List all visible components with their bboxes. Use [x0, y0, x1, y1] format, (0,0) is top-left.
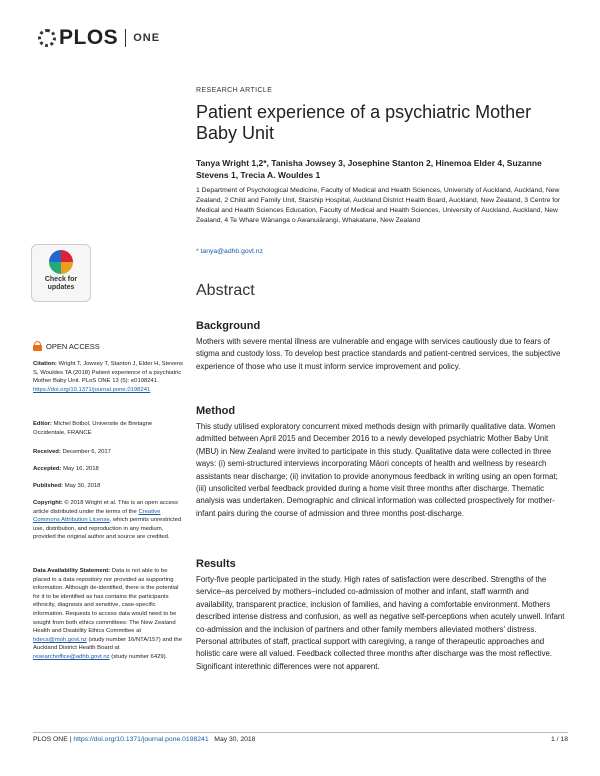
article-type: RESEARCH ARTICLE — [196, 87, 273, 94]
corresponding-email[interactable]: * tanya@adhb.govt.nz — [196, 248, 263, 255]
data-availability-label: Data Availability Statement: — [33, 568, 111, 574]
method-heading: Method — [196, 405, 236, 417]
affiliations: 1 Department of Psychological Medicine, Faculty of Medical and Health Sciences, University of Auckland, Auckland, New Zealand, 2 Child and Family Unit, Starship Hospital, Auckland District Health Board, Auckland, New Zealand, 3 Centre for Medical and Health Sciences Education, Faculty of Medical and Health Sciences, University of Auckland, Auckland, New Zealand, 4 Te Whare Wānanga o Awanuiārangi, Whakatane, New Zealand — [196, 187, 561, 224]
results-text: Forty-five people participated in the study. High rates of satisfaction were described. Strengths of the service–as perceived by mothers–included co-admission of mother and infant, staff warmth and availability, transparent practice, inclusion of families, and having a comfortable environment. Mothers described intense distress and confusion, as well as negative self-perceptions when acutely unwell. Infant co-admission and the inclusion of partners and other family members alleviated mothers' distress. Personal attributes of staff, practical support with caregiving, a range of therapeutic approaches and holistic care were all valued. Feedback collected three months after discharge was the most reflective. Significant interethnic differences were not apparent. — [196, 575, 565, 671]
results-heading: Results — [196, 558, 236, 570]
editor-label: Editor: — [33, 421, 52, 427]
copyright-text-end: , which permits unrestricted use, distribution, and reproduction in any medium, provided the original author and source are credited. — [33, 517, 182, 541]
adhb-email-link[interactable]: researchoffice@adhb.govt.nz — [33, 653, 110, 660]
abstract-heading: Abstract — [196, 282, 255, 299]
editor-block — [33, 420, 185, 437]
journal-name: ONE — [133, 32, 161, 44]
copyright-text: © 2018 Wright et al. This is an open access article distributed under the terms of the — [33, 500, 178, 515]
received-date: December 6, 2017 — [62, 449, 111, 455]
citation-block — [33, 360, 185, 394]
logo-divider — [125, 29, 126, 47]
page-number: 1 / 18 — [550, 736, 568, 743]
copyright-label: Copyright: — [33, 500, 63, 506]
data-availability-text-mid: (study number 16/NTA/157) and the Auckland District Health Board at — [33, 636, 182, 652]
footer-date: May 30, 2018 — [214, 736, 256, 743]
open-lock-icon — [33, 341, 42, 351]
data-availability-text-end: (study number 6429). — [111, 653, 168, 660]
check-for-updates-line1: Check for — [44, 276, 78, 283]
background-text: Mothers with severe mental illness are vulnerable and engage with services cautiously due to fears of stigma and custody loss. To develop best practice standards and patient-centred services, the subjective experience of those who use it must inform service improvement and policy. — [196, 337, 561, 371]
received-label: Received: — [33, 449, 61, 455]
hdec-email-link[interactable]: hdecs@moh.govt.nz — [33, 636, 87, 643]
article-title: Patient experience of a psychiatric Mother Baby Unit — [196, 102, 532, 143]
check-for-updates-line2: updates — [47, 284, 75, 291]
footer-rule — [33, 732, 568, 733]
footer-left — [33, 736, 255, 743]
accepted-block — [33, 465, 185, 474]
data-availability-block — [33, 567, 185, 662]
published-date: May 30, 2018 — [64, 483, 101, 489]
crossmark-icon — [49, 250, 73, 274]
open-access-text: OPEN ACCESS — [46, 341, 100, 351]
brand-name: PLOS — [59, 26, 119, 49]
plos-logo-icon — [38, 29, 56, 47]
footer-separator: | — [69, 736, 72, 743]
citation-doi-link[interactable]: https://doi.org/10.1371/journal.pone.0198241 — [33, 386, 151, 393]
copyright-block — [33, 499, 185, 542]
citation-label: Citation: — [33, 361, 57, 367]
citation-text: Wright T, Jowsey T, Stanton J, Elder H, Stevens S, Wouldes TA (2018) Patient experience of a psychiatric Mother Baby Unit. PLoS ONE 13 (5): e0198241. — [33, 361, 183, 385]
data-availability-text: Data is not able to be placed in a data repository nor provided as supporting information. Although de-identified, there is the potential for it to be identified as has contains the participants ethnicity, diagnosis and sensitive, case-specific information. Requests to access data would need to be sought from both ethics committees: The New Zealand Health and Disability Ethics Committee at — [33, 568, 179, 635]
check-for-updates-button[interactable] — [31, 244, 91, 302]
footer-doi-link[interactable]: https://doi.org/10.1371/journal.pone.0198241 — [73, 736, 209, 743]
published-block — [33, 482, 185, 491]
author-list: Tanya Wright 1,2*, Tanisha Jowsey 3, Josephine Stanton 2, Hinemoa Elder 4, Suzanne Stevens 1, Trecia A. Wouldes 1 — [196, 158, 542, 180]
cc-license-link[interactable]: Creative Commons Attribution License — [33, 508, 161, 524]
accepted-label: Accepted: — [33, 466, 62, 472]
background-heading: Background — [196, 320, 261, 332]
editor-text: Michel Botbol, Universite de Bretagne Occidentale, FRANCE — [33, 421, 153, 436]
received-block — [33, 448, 185, 457]
footer-journal: PLOS ONE — [33, 736, 68, 743]
method-text: This study utilised exploratory concurrent mixed methods design with primarily qualitative data. Women admitted between April 2015 and December 2016 to a newly developed psychiatric Mother Baby Unit (MBU) in New Zealand were invited to participate in this study. Qualitative data were collected in three ways: (i) semi-structured interviews incorporating Māori concepts of health and wellness by research assistants near discharge; (ii) invitation to provide anonymous feedback in writing using an open format; (iii) unsolicited verbal feedback provided during a home visit three months after discharge. Thematic analysis was undertaken. Demographic and clinical information was collected prospectively for mother-infant pairs during the course of admission and three months post-discharge. — [196, 422, 558, 518]
open-access-label — [33, 341, 100, 351]
accepted-date: May 16, 2018 — [63, 466, 99, 472]
plos-one-logo — [38, 24, 160, 52]
published-label: Published: — [33, 483, 64, 489]
